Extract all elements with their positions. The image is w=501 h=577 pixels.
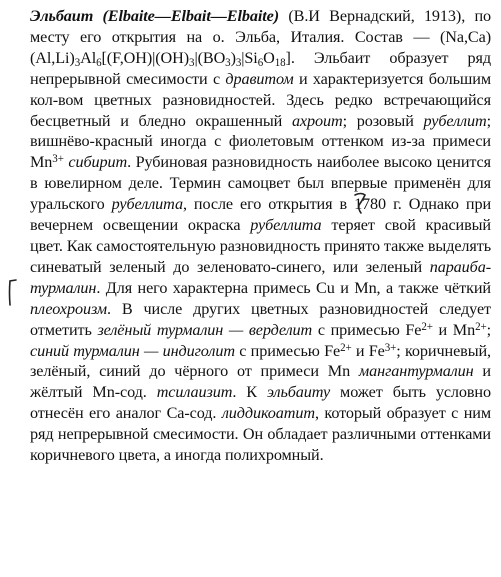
- term-ru: Эльбаит: [30, 7, 94, 25]
- text-s2: и характеризуется большим кол-вом цветных разновидностей. Здесь редко встречающийся бесцветный и бледно окрашенный: [30, 69, 491, 130]
- mineral-verdelite: зелёный турмалин — верделит: [97, 320, 313, 339]
- mineral-indigolite: синий турмалин — индиголит: [30, 341, 235, 360]
- formula-sub-4: 3: [189, 56, 195, 69]
- formula-part-5: |(BO: [194, 48, 226, 67]
- text-s6: , после его открытия в: [182, 195, 355, 214]
- formula-sub-10: 6: [257, 56, 264, 69]
- year-with-correction: [354, 194, 386, 215]
- text-s16: ; коричневый, зелёный, синий до чёрного от примеси Mn: [30, 341, 492, 381]
- formula-sub-12: 18: [274, 56, 286, 69]
- text-s4: ; вишнёво-красный иногда с фиолетовым оттенком из-за примеси Mn: [30, 111, 491, 172]
- term-en: (Elbaite—Elbait—Elbaite): [102, 7, 280, 25]
- mineral-tsilaisite: тсилаизит: [156, 383, 233, 402]
- formula-part-11: O: [263, 48, 275, 67]
- discovery-year: 1780: [354, 195, 387, 214]
- mineral-achroite: ахроит: [291, 111, 343, 130]
- mn2-superscript: 2+: [475, 320, 487, 333]
- intro-text: (В.И Вернадский, 1913), по месту его открытия на о. Эльба, Италия. Состав — (Na,Ca)(Al,Li): [30, 7, 491, 67]
- article-paragraph: [30, 6, 491, 466]
- text-s1: Эльбаит образует ряд непрерывной смесимости с: [30, 48, 491, 88]
- fe2-superscript: 2+: [421, 320, 433, 333]
- text-s7: г. Однако при вечернем освещении окраска: [30, 195, 492, 235]
- text-s13: ;: [486, 320, 491, 339]
- text-s3: ; розовый: [342, 111, 424, 130]
- term-pleochroism: плеохроизм: [30, 299, 108, 318]
- mineral-rubellite-3: рубеллита: [250, 216, 322, 235]
- text-s14: с примесью Fe: [234, 341, 341, 360]
- mineral-dravite: дравитом: [225, 69, 294, 88]
- formula-part-3: [(F,OH)|(OH): [101, 48, 190, 67]
- text-s19: может быть условно отнесён его аналог Са-сод.: [30, 383, 491, 423]
- mineral-siberite: сибирит: [68, 153, 128, 172]
- text-s8: теряет свой красивый цвет. Как самостоятельную разновидность принято также выделять синеватый зеленый до зеленовато-синего, или зеленый: [30, 216, 491, 276]
- mineral-paraiba: параиба-турмалин: [30, 257, 491, 297]
- formula-sub-6: 3: [225, 56, 231, 69]
- mn3-superscript: 3+: [52, 153, 64, 166]
- formula-sub-1: 3: [74, 56, 81, 69]
- formula-part-13: ].: [285, 48, 295, 67]
- text-s20: , который образует с ним ряд непрерывной смесимости. Он обладает различными оттенками коричневого цвета, а иногда полихромный.: [30, 404, 491, 465]
- fe3-superscript: 3+: [384, 341, 397, 354]
- text-s10: . В числе других цветных разновидностей следует отметить: [30, 299, 491, 339]
- text-s12: и Mn: [432, 320, 476, 339]
- formula-sub-2: 6: [96, 56, 102, 69]
- formula-part-7: ): [230, 48, 236, 67]
- mineral-liddicoatite: лиддикоатит: [221, 404, 315, 423]
- text-s5: . Рубиновая разновидность наиболее высоко ценится в ювелирном деле. Термин самоцвет был впервые применён для уральского: [30, 153, 491, 214]
- mineral-rubellite: рубеллит: [423, 111, 487, 130]
- fe2b-superscript: 2+: [340, 341, 352, 354]
- formula-al: Al: [80, 48, 97, 67]
- handwritten-bracket-icon: [7, 278, 17, 308]
- text-s18: . К: [232, 383, 267, 402]
- mineral-elbaite-dative: эльбаиту: [266, 383, 331, 402]
- mineral-mangantourmaline: мангантурмалин: [358, 362, 474, 381]
- text-s17: и жёлтый Mn-сод.: [30, 362, 491, 402]
- mineral-rubellite-2: рубеллита: [111, 195, 183, 214]
- text-s15: и Fe: [351, 341, 385, 360]
- text-s11: с примесью Fe: [312, 320, 422, 339]
- text-s9: . Для него характерна примесь Cu и Mn, а также чёткий: [96, 278, 491, 297]
- formula-sub-8: 3: [235, 56, 242, 69]
- formula-part-9: |Si: [241, 48, 258, 67]
